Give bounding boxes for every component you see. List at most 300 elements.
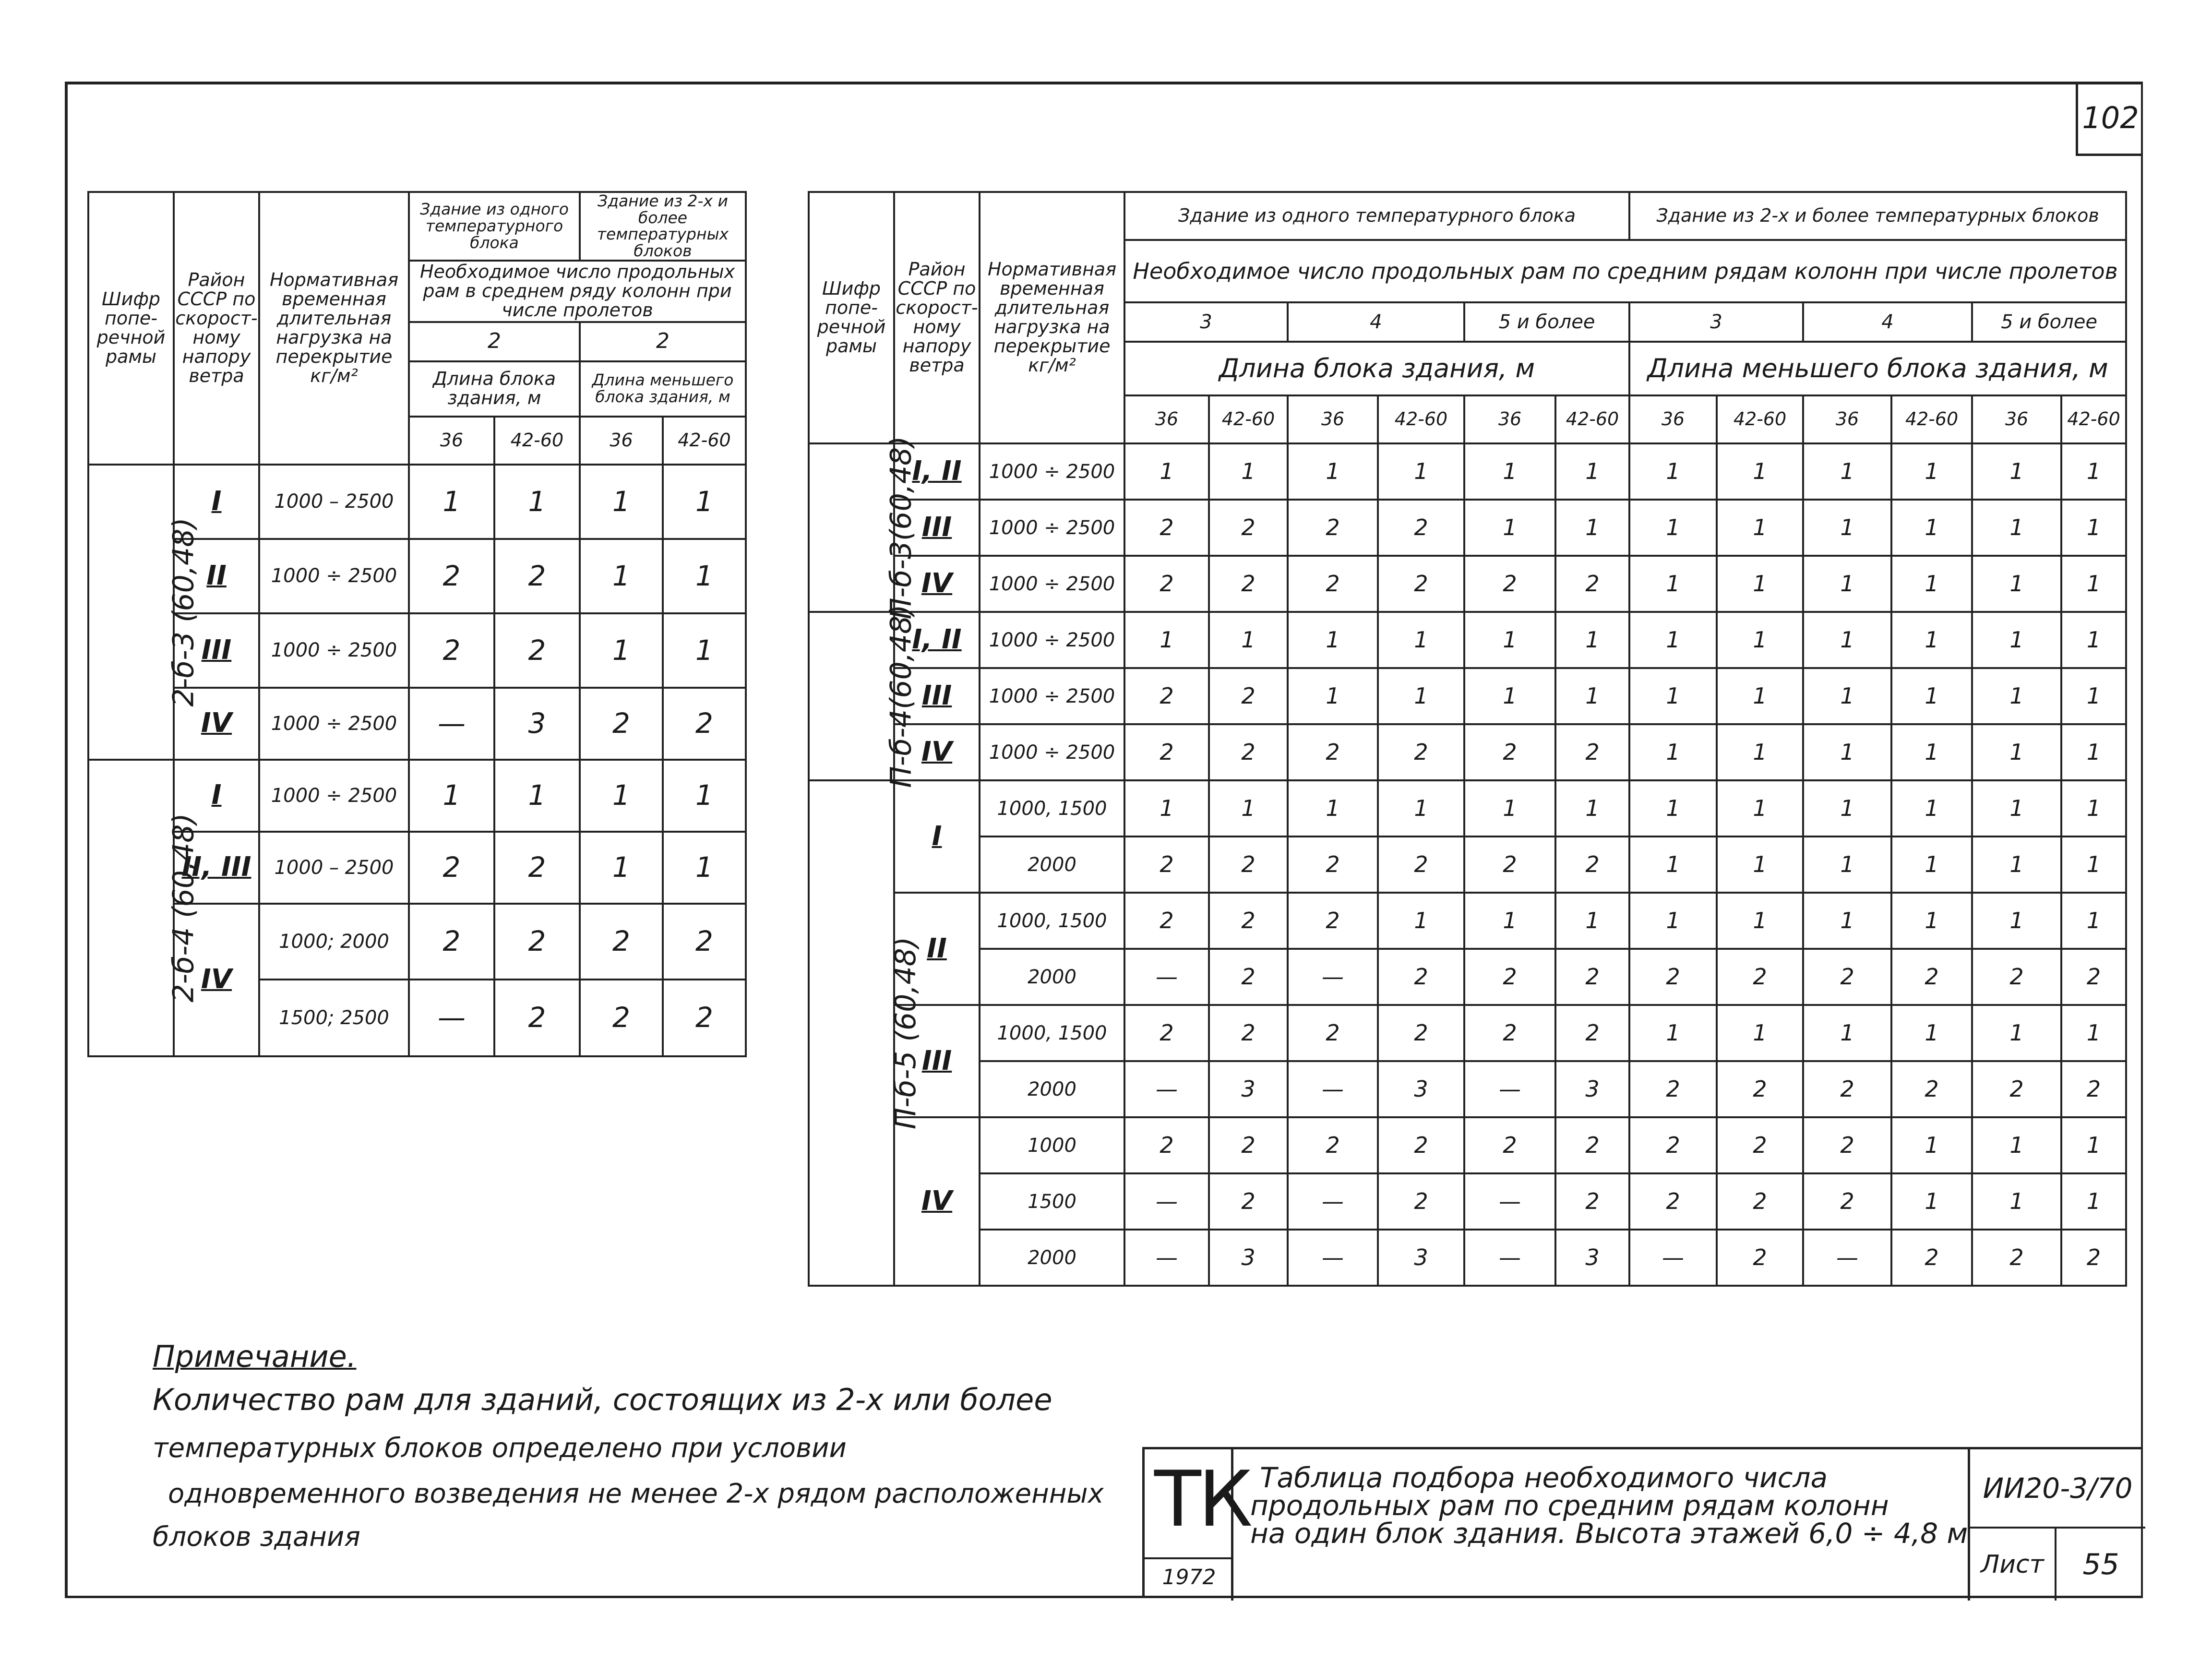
rt-cell: — (1288, 1173, 1378, 1230)
rt-cell: 1 (1555, 668, 1629, 724)
lt-cell: 1 (409, 760, 494, 832)
lt-cell: 1 (494, 465, 580, 539)
tk-logo-cell (1145, 1449, 1250, 1601)
lt-cell: 3 (494, 688, 580, 760)
rt-cell: 1 (1464, 780, 1555, 836)
rt-cell: 1 (1629, 668, 1717, 724)
lt-col-36b: 36 (580, 417, 663, 465)
lt-load: 1500; 2500 (259, 980, 409, 1056)
rt-cell: 1 (1891, 556, 1972, 612)
lt-cell: 1 (663, 760, 746, 832)
rt-cell: 1 (1629, 836, 1717, 893)
rt-cell: 2 (1717, 1061, 1803, 1117)
rt-cell: 1 (1209, 443, 1288, 500)
rt-cell: — (1124, 1230, 1209, 1286)
rt-cell: 2 (1629, 1117, 1717, 1173)
rt-cell: — (1464, 1173, 1555, 1230)
rt-cell: 2 (1555, 1173, 1629, 1230)
rt-cell: 2 (1378, 556, 1464, 612)
rt-cell: 1 (1124, 443, 1209, 500)
rt-cell: 2 (1464, 1117, 1555, 1173)
rt-cell: 1 (1803, 780, 1891, 836)
rt-region-label: III (921, 680, 952, 712)
rt-cell: 1 (1803, 1005, 1891, 1061)
rt-cell: 1 (1124, 612, 1209, 668)
rt-cell: 1 (1717, 556, 1803, 612)
rt-load: 1000 (980, 1117, 1124, 1173)
lt-load: 1000 ÷ 2500 (259, 688, 409, 760)
rt-cell: 1 (1464, 612, 1555, 668)
rt-cell: 2 (1124, 500, 1209, 556)
rt-region-label: III (921, 1045, 952, 1076)
rt-region-label: IV (921, 568, 953, 599)
rt-cell: — (1629, 1230, 1717, 1286)
rt-cell: 1 (1891, 724, 1972, 780)
lt-cell: 1 (580, 539, 663, 613)
rt-frame-cipher (809, 436, 918, 620)
rt-cell: 2 (1288, 1005, 1378, 1061)
rt-cell: 2 (1378, 1173, 1464, 1230)
rt-col-header: 42-60 (2061, 395, 2126, 443)
rt-region-label: I, II (912, 624, 962, 656)
rt-cell: 2 (1972, 949, 2061, 1005)
rt-load: 2000 (980, 949, 1124, 1005)
rt-cell: 1 (2061, 724, 2126, 780)
rt-cell: 1 (1972, 836, 2061, 893)
rt-cell: 2 (1464, 1005, 1555, 1061)
rt-cell: 1 (1717, 500, 1803, 556)
rt-cell: 1 (1378, 612, 1464, 668)
lt-frame-cipher (88, 465, 201, 760)
rt-cell: 1 (1803, 500, 1891, 556)
rt-frame-cipher (809, 604, 918, 788)
rt-cell: 1 (1972, 443, 2061, 500)
note-line-1: Количество рам для зданий, состоящих из 2-х или более (153, 1382, 1052, 1417)
lt-cell: 1 (580, 465, 663, 539)
lt-region-label: IV (201, 964, 232, 995)
rt-cell: 1 (1972, 612, 2061, 668)
lt-cell: 1 (409, 465, 494, 539)
lt-col-4260a: 42-60 (494, 417, 580, 465)
rt-cell: — (1124, 1061, 1209, 1117)
rt-cell: 1 (1803, 724, 1891, 780)
rt-cell: 1 (1891, 1005, 1972, 1061)
rt-region-label: I, II (912, 455, 962, 487)
lt-cell: — (409, 688, 494, 760)
lt-cell: 2 (663, 688, 746, 760)
rt-cell: 1 (1803, 556, 1891, 612)
rt-cell: 2 (1288, 500, 1378, 556)
rt-cell: 2 (1555, 724, 1629, 780)
stamp-title-line-3: на один блок здания. Высота этажей 6,0 ÷ 4,8 м (1250, 1517, 1968, 1550)
note-line-3: одновременного возведения не менее 2-х рядом расположенных (168, 1478, 1104, 1509)
rt-cell: 2 (1124, 556, 1209, 612)
rt-load: 1000 ÷ 2500 (980, 668, 1124, 724)
rt-cell: 1 (1464, 443, 1555, 500)
rt-cell: 1 (1891, 780, 1972, 836)
lt-head-span-multi: 2 (580, 322, 746, 361)
rt-cell: 2 (1378, 1117, 1464, 1173)
rt-cell: 1 (1972, 668, 2061, 724)
lt-cell: 1 (494, 760, 580, 832)
rt-cell: 2 (1803, 1061, 1891, 1117)
rt-cell: — (1464, 1230, 1555, 1286)
rt-cell: 1 (2061, 668, 2126, 724)
rt-cell: 2 (1891, 1230, 1972, 1286)
lt-frame-label: 2-б-4 (60,48) (167, 813, 201, 1003)
rt-head-multi: Здание из 2-х и более температурных блоков (1629, 192, 2126, 240)
rt-cell: 2 (1555, 836, 1629, 893)
rt-col-header: 36 (1972, 395, 2061, 443)
rt-cell: 3 (1209, 1061, 1288, 1117)
rt-cell: 3 (1378, 1230, 1464, 1286)
rt-cell: 2 (1972, 1230, 2061, 1286)
rt-cell: — (1803, 1230, 1891, 1286)
drawing-code: ИИ20-3/70 (1968, 1449, 2145, 1529)
rt-cell: 1 (1555, 612, 1629, 668)
rt-cell: 1 (2061, 612, 2126, 668)
rt-col-header: 36 (1803, 395, 1891, 443)
rt-cell: 1 (1891, 668, 1972, 724)
rt-cell: 1 (1629, 612, 1717, 668)
rt-load: 2000 (980, 1061, 1124, 1117)
rt-load: 1000 ÷ 2500 (980, 556, 1124, 612)
rt-cell: 1 (1891, 612, 1972, 668)
lt-col-4260b: 42-60 (663, 417, 746, 465)
rt-cell: 1 (1288, 612, 1378, 668)
rt-cell: 1 (2061, 556, 2126, 612)
lt-cell: 2 (580, 980, 663, 1056)
rt-cell: 3 (1555, 1230, 1629, 1286)
rt-cell: 2 (1124, 1005, 1209, 1061)
rt-cell: 1 (2061, 443, 2126, 500)
rt-cell: 1 (1891, 1173, 1972, 1230)
rt-span-3a: 3 (1124, 302, 1288, 342)
note-line-4: блоков здания (153, 1521, 360, 1553)
rt-cell: 1 (1629, 1005, 1717, 1061)
lt-head-cipher: Шифр попе-речной рамы (88, 192, 174, 465)
rt-cell: 2 (1209, 556, 1288, 612)
rt-cell: — (1464, 1061, 1555, 1117)
page-number: 102 (2076, 82, 2143, 156)
rt-cell: 2 (1717, 1117, 1803, 1173)
rt-frame-label: П-б-5 (60,48) (889, 936, 923, 1130)
rt-cell: 2 (1803, 1117, 1891, 1173)
rt-load: 1000 ÷ 2500 (980, 500, 1124, 556)
rt-col-header: 42-60 (1891, 395, 1972, 443)
rt-region-label: I (932, 820, 942, 852)
rt-col-header: 36 (1124, 395, 1209, 443)
rt-cell: 1 (1717, 724, 1803, 780)
rt-cell: 1 (1124, 780, 1209, 836)
rt-cell: 2 (1717, 949, 1803, 1005)
lt-cell: 1 (580, 832, 663, 904)
lt-head-len-single: Длина блока здания, м (409, 361, 580, 417)
rt-region (894, 780, 980, 893)
lt-load: 1000 ÷ 2500 (259, 760, 409, 832)
rt-cell: 2 (1717, 1230, 1803, 1286)
lt-cell: 2 (409, 539, 494, 613)
rt-cell: 1 (1972, 780, 2061, 836)
lt-head-len-multi: Длина меньшего блока здания, м (580, 361, 746, 417)
rt-cell: 2 (1378, 836, 1464, 893)
rt-cell: 1 (1717, 668, 1803, 724)
lt-head-multi: Здание из 2-х и более температурных блоков (580, 192, 746, 261)
lt-load: 1000 – 2500 (259, 832, 409, 904)
rt-cell: 2 (2061, 1230, 2126, 1286)
rt-region-label: IV (921, 1185, 953, 1217)
rt-cell: 1 (1717, 836, 1803, 893)
rt-cell: 2 (1891, 949, 1972, 1005)
rt-cell: 1 (2061, 1117, 2126, 1173)
rt-cell: 1 (2061, 1173, 2126, 1230)
rt-cell: 1 (1464, 668, 1555, 724)
rt-span-4a: 4 (1288, 302, 1464, 342)
lt-cell: 2 (663, 904, 746, 980)
rt-cell: 1 (1555, 443, 1629, 500)
rt-cell: 2 (1288, 1117, 1378, 1173)
rt-cell: 1 (1555, 500, 1629, 556)
lt-head-region: Район СССР по скорост-ному напору ветра (174, 192, 259, 465)
rt-cell: 1 (1555, 893, 1629, 949)
rt-cell: 1 (1209, 780, 1288, 836)
lt-region-label: II (206, 560, 227, 591)
rt-cell: 2 (1717, 1173, 1803, 1230)
rt-head-needed: Необходимое число продольных рам по средним рядам колонн при числе пролетов (1124, 240, 2126, 302)
rt-cell: 2 (1464, 724, 1555, 780)
rt-cell: 2 (1209, 1117, 1288, 1173)
rt-load: 1000 ÷ 2500 (980, 443, 1124, 500)
rt-cell: 1 (1891, 893, 1972, 949)
rt-cell: 1 (1803, 443, 1891, 500)
rt-cell: — (1288, 1230, 1378, 1286)
rt-cell: 2 (1555, 949, 1629, 1005)
rt-frame-label: П-б-4(60,48) (884, 604, 918, 788)
lt-cell: — (409, 980, 494, 1056)
rt-cell: 1 (1378, 443, 1464, 500)
lt-cell: 2 (409, 613, 494, 688)
rt-cell: 1 (1972, 500, 2061, 556)
rt-cell: 2 (1209, 1005, 1288, 1061)
lt-cell: 1 (663, 832, 746, 904)
rt-load: 1500 (980, 1173, 1124, 1230)
rt-cell: 2 (1209, 724, 1288, 780)
rt-load: 1000 ÷ 2500 (980, 724, 1124, 780)
rt-span-4b: 4 (1803, 302, 1972, 342)
sheet-number: 55 (2082, 1548, 2119, 1581)
lt-cell: 2 (494, 832, 580, 904)
rt-cell: 1 (1803, 612, 1891, 668)
rt-load: 1000, 1500 (980, 780, 1124, 836)
rt-cell: 1 (1972, 1117, 2061, 1173)
rt-cell: 1 (1629, 556, 1717, 612)
rt-head-len-single: Длина блока здания, м (1124, 342, 1629, 395)
rt-frame-cipher (809, 780, 923, 1286)
rt-head-load: Нормативная временная длительная нагрузка на перекрытие кг/м² (980, 192, 1124, 443)
rt-cell: 1 (1717, 612, 1803, 668)
lt-cell: 2 (580, 688, 663, 760)
lt-region-label: II, III (181, 851, 251, 883)
note-title: Примечание. (153, 1339, 357, 1374)
stamp-title (1250, 1461, 1968, 1550)
lt-load: 1000; 2000 (259, 904, 409, 980)
rt-cell: 1 (1378, 893, 1464, 949)
rt-cell: 2 (1209, 668, 1288, 724)
rt-cell: 1 (2061, 893, 2126, 949)
lt-cell: 2 (494, 539, 580, 613)
right-table (808, 191, 2127, 1287)
rt-cell: 1 (1891, 443, 1972, 500)
lt-frame-label: 2-б-3 (60,48) (167, 517, 201, 707)
rt-cell: 1 (1717, 1005, 1803, 1061)
stamp-year: 1972 (1145, 1557, 1233, 1589)
rt-cell: 1 (1972, 1173, 2061, 1230)
rt-cell: 1 (1972, 556, 2061, 612)
rt-head-region: Район СССР по скорост-ному напору ветра (894, 192, 980, 443)
title-block (1142, 1447, 2143, 1598)
rt-cell: 1 (1629, 893, 1717, 949)
left-table (87, 191, 747, 1057)
lt-region-label: I (211, 485, 222, 517)
rt-col-header: 36 (1464, 395, 1555, 443)
rt-cell: 1 (1288, 668, 1378, 724)
rt-head-single: Здание из одного температурного блока (1124, 192, 1629, 240)
rt-cell: 2 (1288, 893, 1378, 949)
lt-cell: 1 (580, 760, 663, 832)
rt-cell: 1 (1972, 724, 2061, 780)
rt-span-5b: 5 и более (1972, 302, 2126, 342)
lt-frame-cipher (88, 760, 201, 1056)
lt-load: 1000 ÷ 2500 (259, 539, 409, 613)
rt-cell: 3 (1555, 1061, 1629, 1117)
rt-cell: 1 (1891, 836, 1972, 893)
rt-col-header: 36 (1288, 395, 1378, 443)
rt-cell: 2 (1464, 949, 1555, 1005)
rt-cell: 2 (1124, 1117, 1209, 1173)
rt-region-label: III (921, 512, 952, 543)
rt-load: 2000 (980, 836, 1124, 893)
stamp-title-line-1: Таблица подбора необходимого числа (1260, 1461, 1828, 1494)
sheet-label: Лист (1968, 1529, 2057, 1601)
lt-cell: 1 (663, 465, 746, 539)
rt-cell: 2 (1629, 1061, 1717, 1117)
rt-cell: 2 (1464, 836, 1555, 893)
rt-cell: 1 (1288, 443, 1378, 500)
rt-region-label: IV (921, 736, 953, 768)
rt-cell: 2 (2061, 1061, 2126, 1117)
rt-col-header: 42-60 (1555, 395, 1629, 443)
rt-cell: — (1124, 1173, 1209, 1230)
rt-cell: 2 (1803, 949, 1891, 1005)
rt-cell: 1 (1629, 780, 1717, 836)
rt-cell: 1 (1464, 893, 1555, 949)
rt-cell: 2 (1891, 1061, 1972, 1117)
rt-cell: 1 (1803, 836, 1891, 893)
rt-cell: 1 (1717, 443, 1803, 500)
rt-cell: 1 (1803, 668, 1891, 724)
stamp-title-line-2: продольных рам по средним рядам колонн (1250, 1489, 1889, 1522)
rt-cell: 2 (1972, 1061, 2061, 1117)
rt-cell: 2 (1124, 668, 1209, 724)
rt-cell: 1 (1629, 724, 1717, 780)
rt-cell: 1 (1972, 1005, 2061, 1061)
lt-cell: 2 (580, 904, 663, 980)
rt-cell: 2 (1464, 556, 1555, 612)
rt-col-header: 42-60 (1209, 395, 1288, 443)
lt-cell: 2 (494, 904, 580, 980)
lt-region-label: IV (201, 707, 232, 739)
rt-cell: 1 (1629, 443, 1717, 500)
rt-cell: 2 (1288, 724, 1378, 780)
rt-cell: 1 (1717, 893, 1803, 949)
rt-cell: — (1124, 949, 1209, 1005)
rt-cell: 1 (1555, 780, 1629, 836)
rt-cell: 2 (1378, 1005, 1464, 1061)
rt-frame-label: П-б-3(60,48) (884, 436, 918, 620)
rt-cell: 1 (1288, 780, 1378, 836)
rt-cell: 2 (1209, 836, 1288, 893)
rt-col-header: 42-60 (1717, 395, 1803, 443)
rt-cell: 1 (2061, 836, 2126, 893)
rt-span-5a: 5 и более (1464, 302, 1629, 342)
rt-cell: 2 (1555, 1117, 1629, 1173)
rt-cell: 1 (1717, 780, 1803, 836)
rt-col-header: 36 (1629, 395, 1717, 443)
lt-cell: 2 (663, 980, 746, 1056)
note-line-2: температурных блоков определено при условии (153, 1433, 847, 1464)
lt-col-36a: 36 (409, 417, 494, 465)
lt-head-load: Нормативная временная длительная нагрузка на перекрытие кг/м² (259, 192, 409, 465)
rt-cell: 2 (1124, 724, 1209, 780)
rt-cell: 1 (2061, 780, 2126, 836)
rt-cell: 1 (1891, 500, 1972, 556)
rt-cell: 2 (2061, 949, 2126, 1005)
rt-cell: 1 (1629, 500, 1717, 556)
rt-load: 2000 (980, 1230, 1124, 1286)
lt-load: 1000 ÷ 2500 (259, 613, 409, 688)
lt-cell: 1 (580, 613, 663, 688)
rt-cell: 1 (1378, 668, 1464, 724)
rt-region (894, 1117, 980, 1286)
rt-cell: 2 (1124, 836, 1209, 893)
rt-cell: 2 (1378, 500, 1464, 556)
rt-cell: — (1288, 949, 1378, 1005)
rt-cell: 1 (2061, 1005, 2126, 1061)
lt-cell: 2 (494, 980, 580, 1056)
rt-cell: 1 (1891, 1117, 1972, 1173)
rt-cell: 2 (1209, 1173, 1288, 1230)
rt-head-cipher: Шифр попе-речной рамы (809, 192, 894, 443)
rt-head-len-multi: Длина меньшего блока здания, м (1629, 342, 2126, 395)
rt-cell: 2 (1629, 949, 1717, 1005)
rt-col-header: 42-60 (1378, 395, 1464, 443)
rt-cell: 3 (1209, 1230, 1288, 1286)
rt-cell: 1 (2061, 500, 2126, 556)
rt-cell: 2 (1555, 1005, 1629, 1061)
rt-cell: 2 (1209, 500, 1288, 556)
rt-cell: 1 (1803, 893, 1891, 949)
rt-cell: 1 (1378, 780, 1464, 836)
rt-cell: 2 (1209, 893, 1288, 949)
rt-cell: 2 (1803, 1173, 1891, 1230)
lt-head-needed: Необходимое число продольных рам в среднем ряду колонн при числе пролетов (409, 261, 746, 322)
lt-cell: 1 (663, 613, 746, 688)
lt-cell: 2 (409, 832, 494, 904)
lt-load: 1000 – 2500 (259, 465, 409, 539)
rt-cell: 2 (1378, 724, 1464, 780)
rt-region-label: II (927, 932, 947, 964)
rt-cell: 2 (1288, 556, 1378, 612)
